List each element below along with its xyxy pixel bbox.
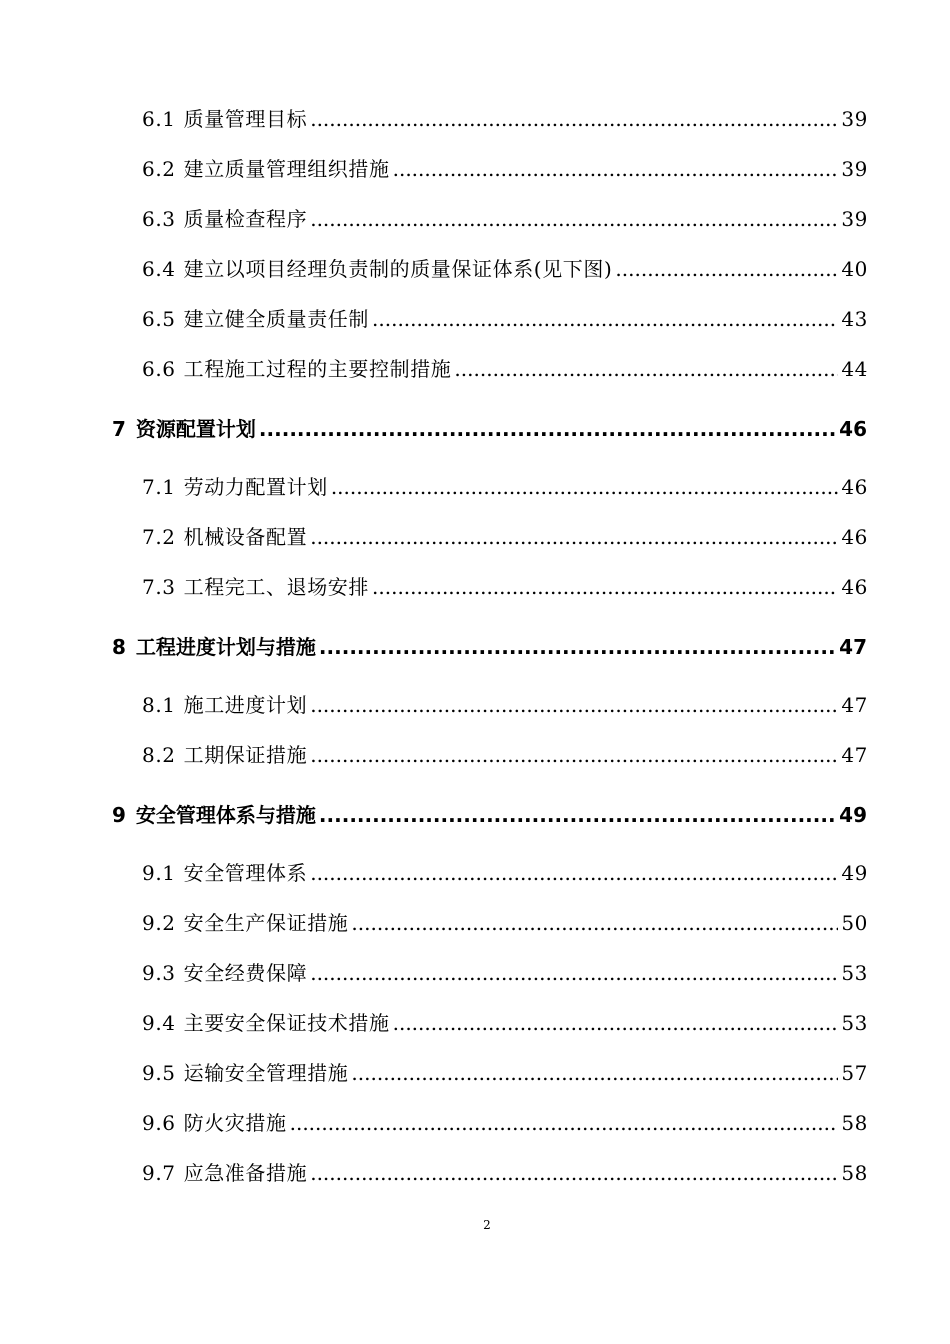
toc-entry-page: 57: [841, 1061, 868, 1085]
toc-entry-page: 39: [841, 207, 868, 231]
toc-section-entry[interactable]: [142, 472, 868, 502]
toc-section-entry[interactable]: [142, 908, 868, 938]
toc-entry-number: 7.3: [142, 575, 176, 599]
toc-dot-leader: [372, 572, 838, 602]
toc-entry-number: 9.5: [142, 1061, 176, 1085]
toc-entry-title: 防火灾措施: [183, 1111, 287, 1135]
toc-section-entry[interactable]: [142, 254, 868, 284]
toc-entry-page: 39: [841, 107, 868, 131]
toc-entry-number: 9.2: [142, 911, 176, 935]
toc-entry-page: 50: [841, 911, 868, 935]
toc-entry-number: 6.5: [142, 307, 176, 331]
toc-chapter-entry[interactable]: [112, 631, 867, 663]
toc-section-entry[interactable]: [142, 354, 868, 384]
toc-section-entry[interactable]: [142, 154, 868, 184]
toc-entry-number: 6.2: [142, 157, 176, 181]
toc-entry-title: 安全经费保障: [183, 961, 308, 985]
toc-entry-number: 8.2: [142, 743, 176, 767]
toc-dot-leader: [310, 104, 838, 134]
toc-entry-page: 46: [839, 417, 867, 441]
toc-entry-page: 39: [841, 157, 868, 181]
toc-entry-title: 劳动力配置计划: [183, 475, 328, 499]
toc-entry-number: 7: [112, 417, 126, 441]
toc-entry-title: 施工进度计划: [183, 693, 308, 717]
toc-section-entry[interactable]: [142, 522, 868, 552]
toc-entry-page: 40: [841, 257, 868, 281]
toc-dot-leader: [393, 154, 839, 184]
toc-dot-leader: [310, 1158, 838, 1188]
toc-entry-number: 6.6: [142, 357, 176, 381]
toc-entry-number: 7.1: [142, 475, 176, 499]
toc-entry-page: 46: [841, 525, 868, 549]
toc-entry-page: 53: [841, 961, 868, 985]
toc-entry-title: 建立以项目经理负责制的质量保证体系(见下图): [183, 257, 613, 281]
toc-entry-number: 9: [112, 803, 126, 827]
toc-entry-page: 46: [841, 475, 868, 499]
toc-entry-title: 工程完工、退场安排: [183, 575, 370, 599]
toc-entry-page: 44: [841, 357, 868, 381]
toc-entry-number: 6.3: [142, 207, 176, 231]
toc-dot-leader: [310, 740, 838, 770]
toc-entry-page: 47: [841, 693, 868, 717]
toc-entry-page: 46: [841, 575, 868, 599]
toc-section-entry[interactable]: [142, 104, 868, 134]
toc-dot-leader: [259, 413, 836, 445]
toc-dot-leader: [331, 472, 839, 502]
toc-entry-title: 质量管理目标: [183, 107, 308, 131]
toc-entry-number: 8.1: [142, 693, 176, 717]
toc-entry-number: 9.6: [142, 1111, 176, 1135]
toc-chapter-entry[interactable]: [112, 799, 867, 831]
toc-section-entry[interactable]: [142, 1158, 868, 1188]
toc-entry-number: 9.4: [142, 1011, 176, 1035]
toc-entry-page: 49: [841, 861, 868, 885]
toc-entry-page: 58: [841, 1161, 868, 1185]
toc-entry-number: 9.1: [142, 861, 176, 885]
toc-entry-title: 安全管理体系与措施: [135, 803, 316, 827]
toc-entry-page: 47: [841, 743, 868, 767]
toc-dot-leader: [393, 1008, 839, 1038]
toc-dot-leader: [310, 958, 838, 988]
toc-section-entry[interactable]: [142, 690, 868, 720]
toc-dot-leader: [310, 522, 838, 552]
toc-entry-title: 主要安全保证技术措施: [183, 1011, 390, 1035]
toc-entry-title: 安全生产保证措施: [183, 911, 349, 935]
toc-entry-number: 6.1: [142, 107, 176, 131]
toc-section-entry[interactable]: [142, 1108, 868, 1138]
toc-section-entry[interactable]: [142, 858, 868, 888]
toc-dot-leader: [290, 1108, 839, 1138]
toc-entry-title: 机械设备配置: [183, 525, 308, 549]
toc-entry-title: 安全管理体系: [183, 861, 308, 885]
toc-section-entry[interactable]: [142, 1008, 868, 1038]
toc-section-entry[interactable]: [142, 1058, 868, 1088]
toc-entry-page: 47: [839, 635, 867, 659]
toc-section-entry[interactable]: [142, 958, 868, 988]
toc-dot-leader: [351, 1058, 838, 1088]
toc-entry-title: 建立质量管理组织措施: [183, 157, 390, 181]
toc-entry-number: 9.3: [142, 961, 176, 985]
toc-dot-leader: [615, 254, 838, 284]
toc-entry-page: 43: [841, 307, 868, 331]
toc-dot-leader: [310, 690, 838, 720]
toc-entry-title: 资源配置计划: [135, 417, 256, 441]
toc-entry-number: 8: [112, 635, 126, 659]
toc-entry-title: 工程进度计划与措施: [135, 635, 316, 659]
toc-entry-number: 6.4: [142, 257, 176, 281]
toc-entry-title: 运输安全管理措施: [183, 1061, 349, 1085]
toc-entry-title: 质量检查程序: [183, 207, 308, 231]
toc-dot-leader: [319, 631, 836, 663]
toc-entry-number: 9.7: [142, 1161, 176, 1185]
toc-dot-leader: [351, 908, 838, 938]
toc-chapter-entry[interactable]: [112, 413, 867, 445]
toc-dot-leader: [454, 354, 838, 384]
toc-entry-title: 建立健全质量责任制: [183, 307, 370, 331]
toc-entry-page: 49: [839, 803, 867, 827]
page-number-footer: 2: [483, 1218, 491, 1232]
toc-entry-title: 工程施工过程的主要控制措施: [183, 357, 452, 381]
toc-dot-leader: [372, 304, 838, 334]
toc-dot-leader: [310, 204, 838, 234]
toc-dot-leader: [310, 858, 838, 888]
toc-section-entry[interactable]: [142, 740, 868, 770]
toc-entry-title: 应急准备措施: [183, 1161, 308, 1185]
toc-dot-leader: [319, 799, 836, 831]
toc-entry-page: 58: [841, 1111, 868, 1135]
toc-section-entry[interactable]: [142, 304, 868, 334]
toc-entry-title: 工期保证措施: [183, 743, 308, 767]
toc-entry-page: 53: [841, 1011, 868, 1035]
toc-entry-number: 7.2: [142, 525, 176, 549]
toc-section-entry[interactable]: [142, 204, 868, 234]
toc-section-entry[interactable]: [142, 572, 868, 602]
